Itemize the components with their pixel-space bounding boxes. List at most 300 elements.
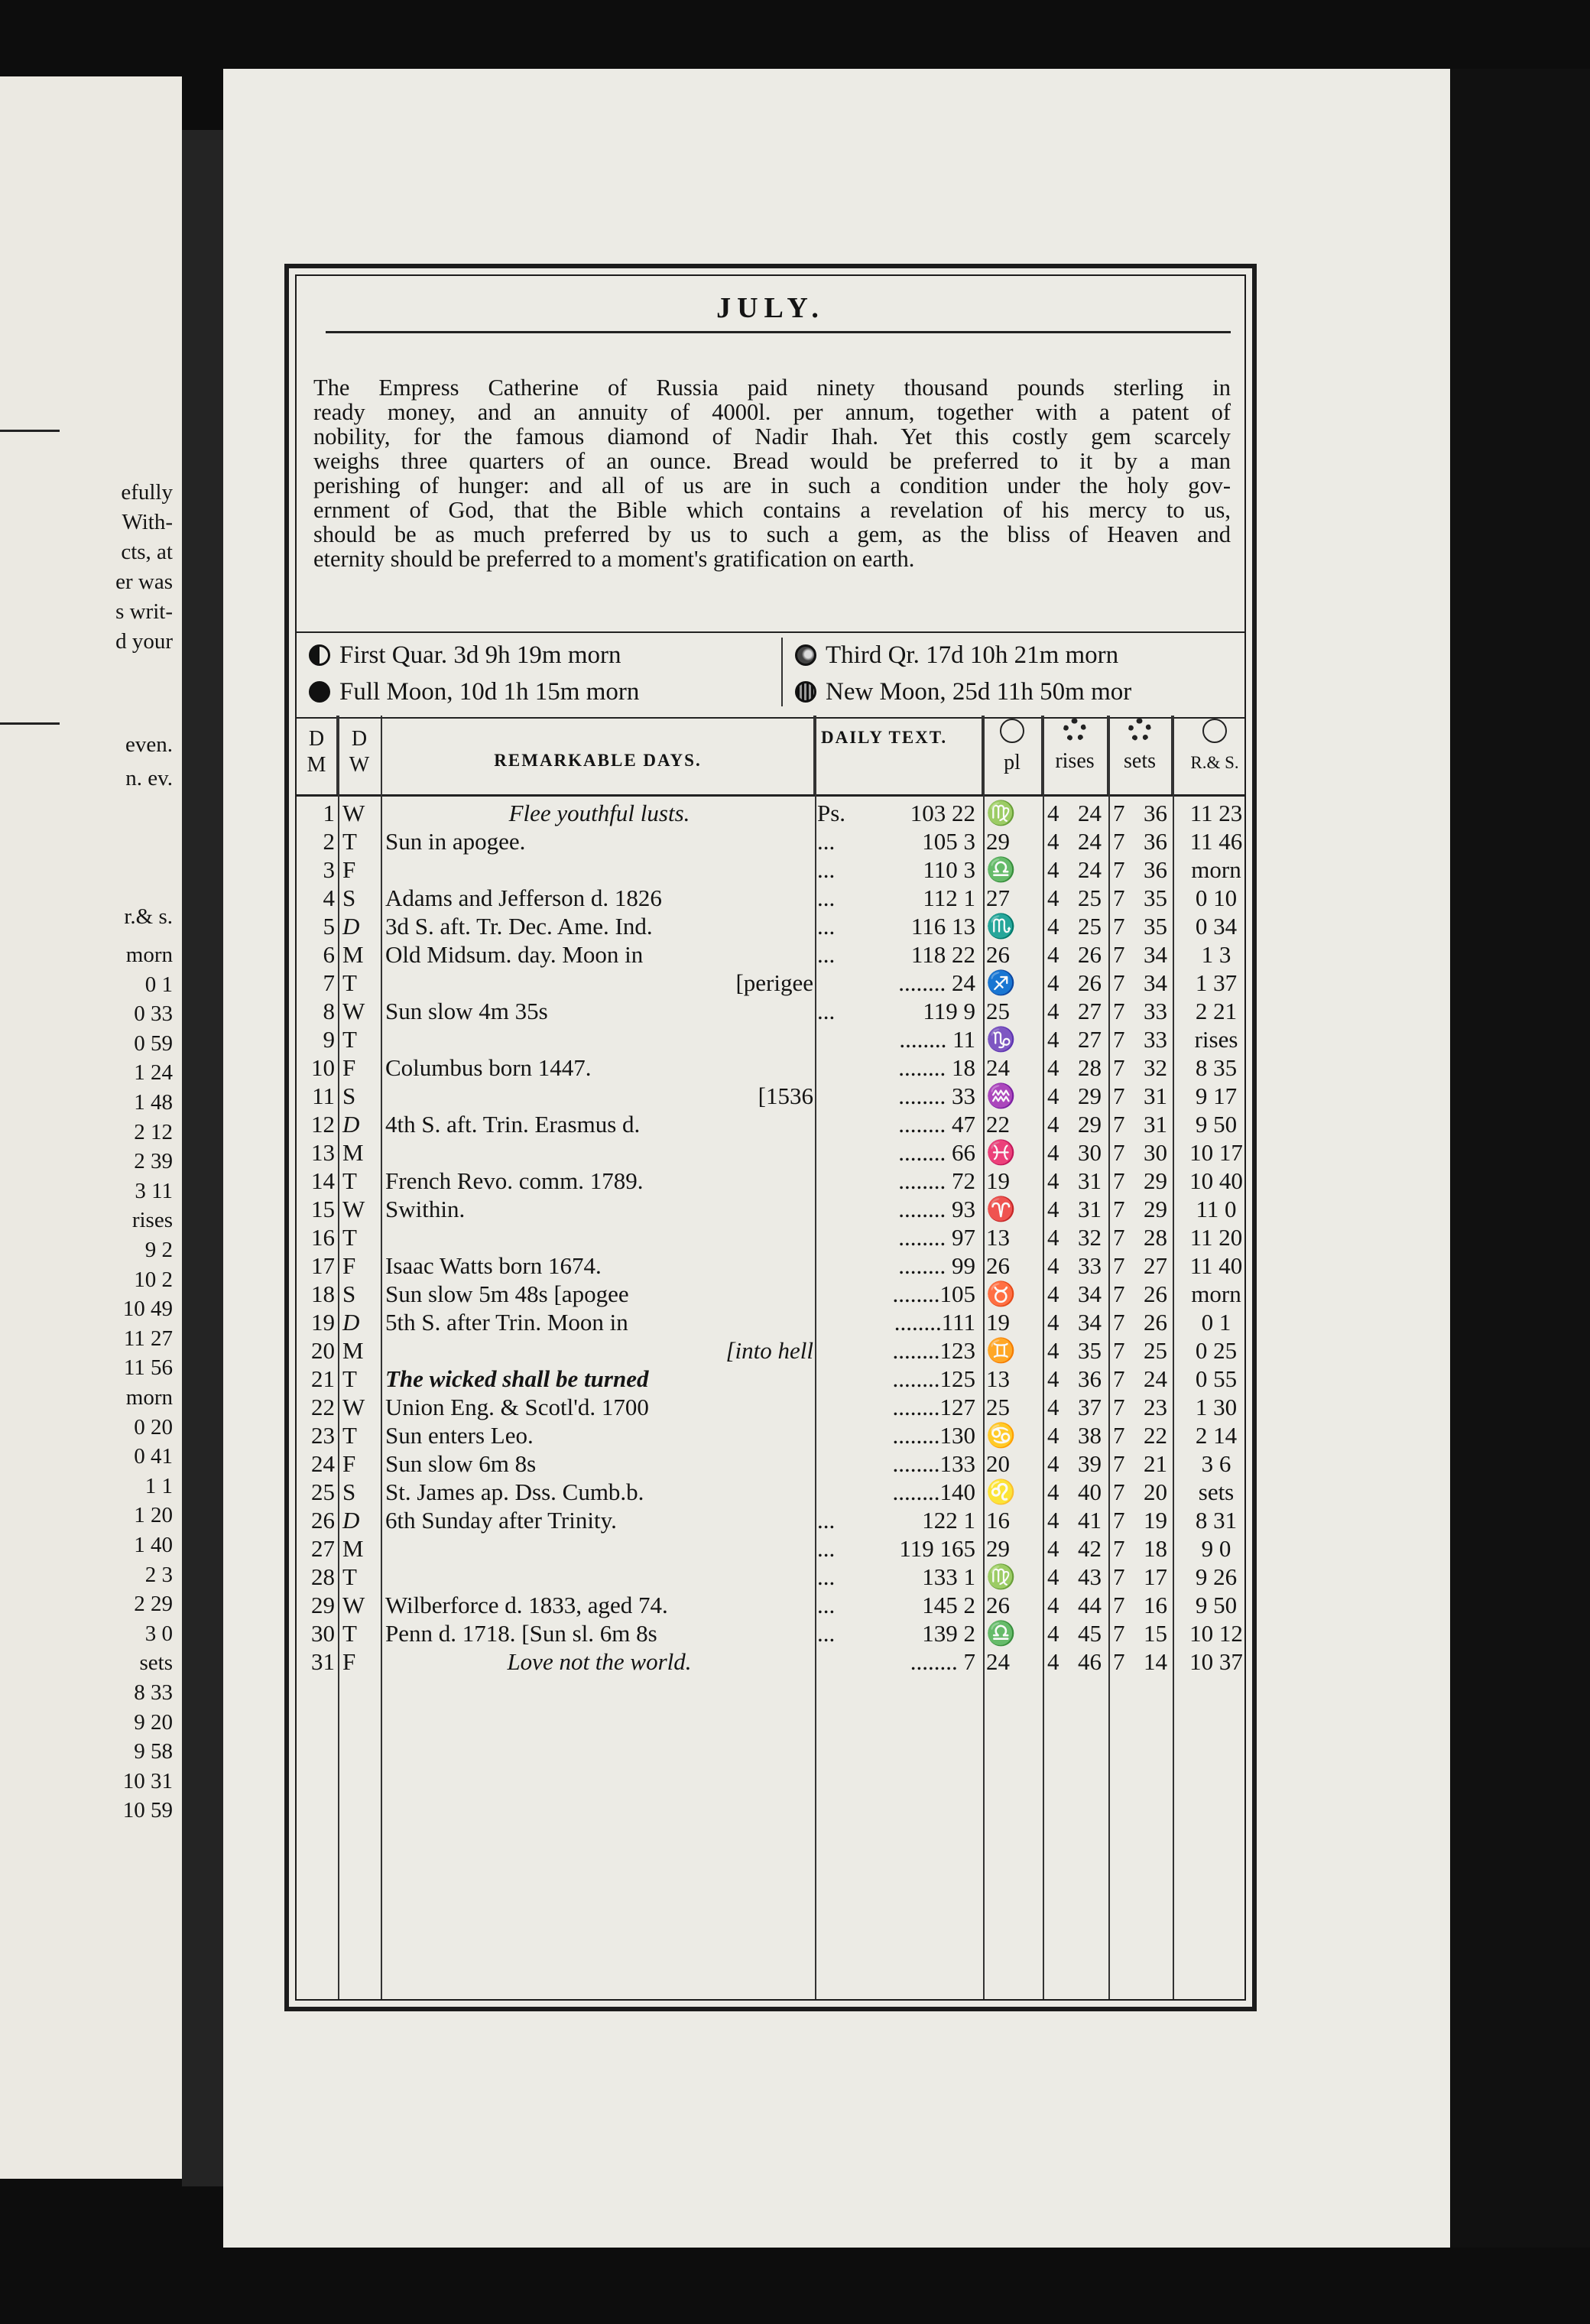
cell-text: 133 1 — [922, 1563, 975, 1590]
cell-dm: 9 — [323, 1026, 335, 1053]
cell-set-m: 34 — [1144, 941, 1167, 968]
cell-rs: 0 10 — [1195, 884, 1238, 911]
cell-set-h: 7 — [1113, 1648, 1125, 1675]
cell-remark: Sun enters Leo. — [385, 1422, 534, 1449]
cell-rise-h: 4 — [1047, 1196, 1059, 1222]
cell-pl: 29 — [986, 828, 1010, 855]
cell-ps: ... — [817, 941, 836, 968]
cell-pl: 25 — [986, 998, 1010, 1024]
cell-dm: 3 — [323, 856, 335, 883]
cell-text: 112 1 — [923, 884, 975, 911]
cell-rise-h: 4 — [1047, 1337, 1059, 1364]
cell-rise-m: 29 — [1078, 1111, 1102, 1138]
cell-set-h: 7 — [1113, 1280, 1125, 1307]
cell-pl: ♑ — [986, 1026, 1016, 1053]
cell-dw: S — [342, 1280, 356, 1307]
cell-text: ........133 — [892, 1450, 975, 1477]
cell-rise-h: 4 — [1047, 856, 1059, 883]
left-value-line: 10 59 — [122, 1798, 173, 1823]
calendar-row — [297, 1167, 1244, 1195]
cell-text: 145 2 — [922, 1592, 975, 1618]
cell-rs: 3 6 — [1201, 1450, 1231, 1477]
cell-set-m: 29 — [1144, 1196, 1167, 1222]
cell-rise-m: 29 — [1078, 1082, 1102, 1109]
cell-rs: 0 1 — [1201, 1309, 1231, 1336]
cell-dw: W — [342, 1592, 365, 1618]
calendar-row — [297, 1563, 1244, 1591]
cell-set-m: 17 — [1144, 1563, 1167, 1590]
cell-dw: M — [342, 1337, 364, 1364]
intro-line: eternity should be preferred to a moment's gratification on earth. — [313, 546, 915, 572]
left-value-line: 11 56 — [123, 1355, 173, 1381]
left-value-line: 0 33 — [134, 1001, 173, 1027]
cell-set-h: 7 — [1113, 1592, 1125, 1618]
cell-pl: ♓ — [986, 1139, 1016, 1166]
cell-ps — [817, 1280, 867, 1308]
cell-rise-m: 45 — [1078, 1620, 1102, 1647]
cell-pl: ♐ — [986, 969, 1016, 996]
cell-dw: T — [342, 1422, 357, 1449]
cell-dw: T — [342, 1620, 357, 1647]
cell-remark: [1536 — [758, 1082, 813, 1109]
cell-rs: 0 55 — [1195, 1365, 1238, 1392]
cell-set-h: 7 — [1113, 856, 1125, 883]
cell-rs: 1 3 — [1201, 941, 1231, 968]
cell-text: 139 2 — [922, 1620, 975, 1647]
cell-dw: D — [342, 913, 360, 940]
cell-dw: T — [342, 828, 357, 855]
cell-dw: S — [342, 1478, 356, 1505]
intro-line: nobility, for the famous diamond of Nadir Ihah. Yet this costly gem scarcely — [313, 424, 1231, 450]
cell-dm: 10 — [311, 1054, 335, 1081]
cell-set-m: 34 — [1144, 969, 1167, 996]
page-shadow — [1450, 69, 1590, 2248]
new-moon-icon — [795, 681, 816, 703]
cell-set-h: 7 — [1113, 1507, 1125, 1534]
calendar-row — [297, 1393, 1244, 1421]
cell-remark: Sun slow 5m 48s [apogee — [385, 1280, 629, 1307]
cell-rise-m: 24 — [1078, 828, 1102, 855]
cell-pl: 26 — [986, 1252, 1010, 1279]
cell-rise-m: 44 — [1078, 1592, 1102, 1618]
cell-dw: W — [342, 1394, 365, 1420]
calendar-row — [297, 997, 1244, 1025]
left-value-line: 8 33 — [134, 1680, 173, 1705]
cell-dm: 2 — [323, 828, 335, 855]
calendar-row — [297, 884, 1244, 912]
first-quarter-text: First Quar. 3d 9h 19m morn — [339, 641, 621, 669]
cell-rise-m: 31 — [1078, 1196, 1102, 1222]
cell-dw: T — [342, 1365, 357, 1392]
intro-line: ernment of God, that the Bible which contains a revelation of his mercy to us, — [313, 497, 1231, 523]
cell-rs: 9 0 — [1201, 1535, 1231, 1562]
left-value-line: 3 0 — [144, 1621, 173, 1646]
cell-set-m: 35 — [1144, 913, 1167, 940]
cell-remark: 6th Sunday after Trinity. — [385, 1507, 617, 1534]
cell-dm: 23 — [311, 1422, 335, 1449]
cell-ps — [817, 1478, 867, 1506]
cell-rs: rises — [1194, 1026, 1238, 1053]
calendar-row — [297, 1534, 1244, 1563]
cell-remark: [into hell — [725, 1337, 813, 1364]
header-day-of-week — [338, 716, 382, 794]
cell-dw: M — [342, 1535, 364, 1562]
cell-text: ........140 — [892, 1478, 975, 1505]
cell-pl: 16 — [986, 1507, 1010, 1534]
cell-set-m: 28 — [1144, 1224, 1167, 1251]
header-rises-text: rises — [1055, 749, 1095, 773]
header-rule — [297, 794, 1244, 797]
cell-text: 105 3 — [922, 828, 975, 855]
phase-divider — [781, 638, 783, 706]
cell-rs: 0 25 — [1195, 1337, 1238, 1364]
left-value-line: 10 2 — [134, 1267, 173, 1292]
cell-set-m: 35 — [1144, 884, 1167, 911]
cell-text: ........130 — [892, 1422, 975, 1449]
cell-text: ........ 7 — [910, 1648, 975, 1675]
cell-pl: ♌ — [986, 1478, 1016, 1505]
cell-set-h: 7 — [1113, 1309, 1125, 1336]
cell-rise-m: 46 — [1078, 1648, 1102, 1675]
cell-dm: 28 — [311, 1563, 335, 1590]
cell-rise-m: 39 — [1078, 1450, 1102, 1477]
cell-set-h: 7 — [1113, 1620, 1125, 1647]
calendar-row — [297, 940, 1244, 969]
cell-remark: Old Midsum. day. Moon in — [385, 941, 644, 968]
cell-text: 110 3 — [923, 856, 975, 883]
cell-ps — [817, 1110, 867, 1138]
cell-text: ........ 24 — [898, 969, 975, 996]
cell-remark: 5th S. after Trin. Moon in — [385, 1309, 628, 1336]
calendar-row — [297, 1591, 1244, 1619]
cell-text: ........125 — [892, 1365, 975, 1392]
cell-set-h: 7 — [1113, 1026, 1125, 1053]
cell-remark: Isaac Watts born 1674. — [385, 1252, 602, 1279]
cell-pl: 24 — [986, 1648, 1010, 1675]
cell-set-h: 7 — [1113, 1563, 1125, 1590]
cell-ps — [817, 1082, 867, 1110]
calendar-row — [297, 1053, 1244, 1082]
cell-set-m: 25 — [1144, 1337, 1167, 1364]
full-moon-text: Full Moon, 10d 1h 15m morn — [339, 678, 640, 706]
cell-text: ........ 47 — [898, 1111, 975, 1138]
left-title-rule — [0, 430, 60, 432]
cell-set-h: 7 — [1113, 1139, 1125, 1166]
cell-ps: ... — [817, 1507, 836, 1534]
cell-rise-m: 36 — [1078, 1365, 1102, 1392]
calendar-row — [297, 1506, 1244, 1534]
cell-dw: T — [342, 1026, 357, 1053]
cell-text: ........ 18 — [898, 1054, 975, 1081]
cell-dm: 14 — [311, 1167, 335, 1194]
cell-text: 119 165 — [899, 1535, 975, 1562]
cell-pl: 19 — [986, 1309, 1010, 1336]
cell-set-m: 16 — [1144, 1592, 1167, 1618]
cell-remark: Adams and Jefferson d. 1826 — [385, 884, 662, 911]
cell-dm: 31 — [311, 1648, 335, 1675]
header-planet — [983, 716, 1043, 794]
cell-rise-h: 4 — [1047, 1648, 1059, 1675]
cell-remark: Love not the world. — [507, 1648, 692, 1675]
third-quarter-text: Third Qr. 17d 10h 21m morn — [826, 641, 1119, 669]
cell-set-m: 21 — [1144, 1450, 1167, 1477]
cell-dm: 19 — [311, 1309, 335, 1336]
cell-rs: 11 0 — [1196, 1196, 1237, 1222]
cell-dw: S — [342, 884, 356, 911]
cell-text: ........127 — [892, 1394, 975, 1420]
cell-text: 119 9 — [923, 998, 975, 1024]
calendar-row — [297, 969, 1244, 997]
cell-rise-h: 4 — [1047, 1478, 1059, 1505]
cell-set-m: 26 — [1144, 1309, 1167, 1336]
cell-set-h: 7 — [1113, 1450, 1125, 1477]
cell-rs: 0 34 — [1195, 913, 1238, 940]
cell-ps — [817, 1053, 867, 1082]
cell-ps — [817, 1449, 867, 1478]
cell-set-h: 7 — [1113, 1422, 1125, 1449]
cell-remark: [perigee — [735, 969, 813, 996]
right-page — [223, 69, 1450, 2248]
cell-dm: 26 — [311, 1507, 335, 1534]
cell-rs: 2 21 — [1195, 998, 1238, 1024]
cell-set-m: 36 — [1144, 856, 1167, 883]
left-value-line: morn — [125, 943, 173, 967]
third-quarter — [795, 636, 1118, 674]
cell-remark: St. James ap. Dss. Cumb.b. — [385, 1478, 644, 1505]
cell-rs: sets — [1198, 1478, 1235, 1505]
cell-rise-m: 40 — [1078, 1478, 1102, 1505]
cell-rs: 11 20 — [1189, 1224, 1243, 1251]
calendar-row — [297, 1082, 1244, 1110]
header-dm-d: D — [308, 727, 325, 751]
cell-set-m: 29 — [1144, 1167, 1167, 1194]
calendar-row — [297, 1025, 1244, 1053]
cell-set-h: 7 — [1113, 913, 1125, 940]
cell-rise-m: 27 — [1078, 1026, 1102, 1053]
header-dw-w: W — [349, 753, 370, 777]
cell-dm: 30 — [311, 1620, 335, 1647]
first-quarter-moon-icon — [309, 644, 330, 666]
cell-pl: 29 — [986, 1535, 1010, 1562]
cell-rise-h: 4 — [1047, 800, 1059, 826]
left-intro-line: er was — [115, 570, 173, 594]
cell-remark — [385, 1223, 813, 1251]
cell-dm: 20 — [311, 1337, 335, 1364]
left-value-line: 9 2 — [144, 1238, 173, 1262]
left-phase-line: n. ev. — [125, 766, 173, 790]
header-sun-sets — [1108, 716, 1173, 794]
cell-rise-h: 4 — [1047, 1309, 1059, 1336]
cell-ps — [817, 1251, 867, 1280]
cell-ps — [817, 1025, 867, 1053]
left-intro-line: cts, at — [121, 540, 173, 564]
cell-rise-h: 4 — [1047, 941, 1059, 968]
cell-remark: Sun slow 6m 8s — [385, 1450, 537, 1477]
cell-dm: 5 — [323, 913, 335, 940]
cell-rise-m: 25 — [1078, 913, 1102, 940]
cell-pl: 20 — [986, 1450, 1010, 1477]
cell-dw: W — [342, 1196, 365, 1222]
cell-rise-m: 28 — [1078, 1054, 1102, 1081]
header-sun-rises — [1043, 716, 1108, 794]
cell-rise-h: 4 — [1047, 969, 1059, 996]
calendar-row — [297, 1138, 1244, 1167]
cell-pl: ♍ — [986, 800, 1016, 826]
cell-remark: 3d S. aft. Tr. Dec. Ame. Ind. — [385, 913, 653, 940]
left-intro-line: d your — [115, 629, 173, 654]
cell-rise-m: 34 — [1078, 1309, 1102, 1336]
cell-rise-h: 4 — [1047, 913, 1059, 940]
cell-rs: 10 37 — [1189, 1648, 1243, 1675]
left-value-line: 1 40 — [134, 1533, 173, 1557]
cell-set-m: 31 — [1144, 1082, 1167, 1109]
cell-dm: 13 — [311, 1139, 335, 1166]
cell-set-h: 7 — [1113, 998, 1125, 1024]
cell-set-h: 7 — [1113, 1252, 1125, 1279]
cell-set-m: 15 — [1144, 1620, 1167, 1647]
cell-remark: Sun slow 4m 35s — [385, 998, 548, 1024]
cell-ps: ... — [817, 884, 836, 911]
cell-ps — [817, 1308, 867, 1336]
cell-ps: ... — [817, 856, 836, 883]
moon-phases — [297, 631, 1244, 719]
cell-dw: T — [342, 1167, 357, 1194]
new-moon-text: New Moon, 25d 11h 50m mor — [826, 678, 1132, 706]
cell-text: ........ 72 — [898, 1167, 975, 1194]
cell-ps: Ps. — [817, 800, 846, 826]
left-value-line: 0 1 — [144, 972, 173, 997]
cell-rise-h: 4 — [1047, 1394, 1059, 1420]
third-quarter-moon-icon — [795, 644, 816, 666]
cell-dw: F — [342, 856, 356, 883]
cell-set-h: 7 — [1113, 1196, 1125, 1222]
left-col-header: r.& s. — [124, 904, 173, 929]
cell-pl: ♊ — [986, 1337, 1016, 1364]
cell-rs: 10 40 — [1189, 1167, 1243, 1194]
left-value-line: 10 31 — [122, 1768, 173, 1793]
cell-rise-h: 4 — [1047, 828, 1059, 855]
cell-rise-h: 4 — [1047, 1592, 1059, 1618]
cell-dm: 29 — [311, 1592, 335, 1618]
cell-rise-m: 33 — [1078, 1252, 1102, 1279]
cell-dw: F — [342, 1054, 356, 1081]
left-value-line: 0 59 — [134, 1031, 173, 1056]
cell-rs: 8 35 — [1195, 1054, 1238, 1081]
cell-set-m: 32 — [1144, 1054, 1167, 1081]
cell-set-h: 7 — [1113, 1365, 1125, 1392]
header-rs-text: R.& S. — [1190, 753, 1239, 772]
cell-rise-h: 4 — [1047, 1224, 1059, 1251]
cell-ps — [817, 1195, 867, 1223]
cell-rise-m: 43 — [1078, 1563, 1102, 1590]
calendar-row — [297, 799, 1244, 827]
calendar-row — [297, 855, 1244, 884]
cell-dm: 11 — [312, 1082, 335, 1109]
left-value-line: rises — [131, 1208, 173, 1233]
left-value-line: 2 12 — [134, 1119, 173, 1144]
cell-rise-h: 4 — [1047, 1167, 1059, 1194]
cell-text: ........ 99 — [898, 1252, 975, 1279]
header-dm-m: M — [307, 753, 326, 777]
cell-ps — [817, 1223, 867, 1251]
cell-set-m: 22 — [1144, 1422, 1167, 1449]
header-pl-text: pl — [1004, 751, 1021, 774]
cell-rise-m: 26 — [1078, 969, 1102, 996]
cell-remark: Swithin. — [385, 1196, 466, 1222]
cell-text: 103 22 — [910, 800, 975, 826]
cell-ps — [817, 1138, 867, 1167]
cell-set-h: 7 — [1113, 941, 1125, 968]
cell-dm: 7 — [323, 969, 335, 996]
cell-dm: 22 — [311, 1394, 335, 1420]
cell-set-h: 7 — [1113, 1111, 1125, 1138]
cell-pl: ♋ — [986, 1422, 1016, 1449]
cell-pl: 13 — [986, 1365, 1010, 1392]
cell-rise-m: 38 — [1078, 1422, 1102, 1449]
cell-set-h: 7 — [1113, 969, 1125, 996]
cell-pl: ♒ — [986, 1082, 1016, 1109]
cell-text: ........123 — [892, 1337, 975, 1364]
cell-ps: ... — [817, 828, 836, 855]
cell-rise-h: 4 — [1047, 1620, 1059, 1647]
left-page-fragment — [0, 76, 182, 2179]
left-phase-line: even. — [125, 732, 173, 757]
almanac-frame — [284, 264, 1257, 2011]
cell-text: 118 22 — [910, 941, 975, 968]
cell-dw: F — [342, 1252, 356, 1279]
left-value-line: 9 20 — [134, 1709, 173, 1735]
cell-set-m: 36 — [1144, 828, 1167, 855]
cell-dw: S — [342, 1082, 356, 1109]
cell-dw: D — [342, 1309, 360, 1336]
cell-rs: 11 40 — [1189, 1252, 1243, 1279]
cell-pl: ♉ — [986, 1280, 1016, 1307]
cell-ps: ... — [817, 1563, 836, 1590]
cell-ps: ... — [817, 1620, 836, 1647]
cell-remark: Union Eng. & Scotl'd. 1700 — [385, 1394, 649, 1420]
cell-rise-h: 4 — [1047, 1563, 1059, 1590]
cell-pl: 26 — [986, 1592, 1010, 1618]
calendar-row — [297, 1421, 1244, 1449]
left-value-line: 10 49 — [122, 1297, 173, 1322]
cell-rise-h: 4 — [1047, 1280, 1059, 1307]
cell-rise-m: 31 — [1078, 1167, 1102, 1194]
cell-rise-m: 34 — [1078, 1280, 1102, 1307]
cell-rise-h: 4 — [1047, 1082, 1059, 1109]
cell-pl: 26 — [986, 941, 1010, 968]
cell-dm: 15 — [311, 1196, 335, 1222]
left-value-line: 2 3 — [144, 1562, 173, 1587]
cell-pl: ♎ — [986, 1620, 1016, 1647]
cell-rs: 1 37 — [1195, 969, 1238, 996]
intro-line: The Empress Catherine of Russia paid ninety thousand pounds sterling in — [313, 375, 1231, 401]
cell-remark — [385, 1563, 813, 1591]
cell-rise-m: 41 — [1078, 1507, 1102, 1534]
calendar-row — [297, 1619, 1244, 1647]
intro-line: ready money, and an annuity of 4000l. per annum, together with a patent of — [313, 399, 1231, 425]
cell-rise-m: 26 — [1078, 941, 1102, 968]
cell-rise-m: 27 — [1078, 998, 1102, 1024]
cell-rs: 9 26 — [1195, 1563, 1238, 1590]
cell-set-m: 14 — [1144, 1648, 1167, 1675]
calendar-row — [297, 1110, 1244, 1138]
cell-set-m: 27 — [1144, 1252, 1167, 1279]
left-value-line: 11 27 — [123, 1326, 173, 1351]
cell-set-m: 24 — [1144, 1365, 1167, 1392]
header-dw-d: D — [351, 727, 368, 751]
cell-rise-h: 4 — [1047, 1365, 1059, 1392]
calendar-row — [297, 1280, 1244, 1308]
